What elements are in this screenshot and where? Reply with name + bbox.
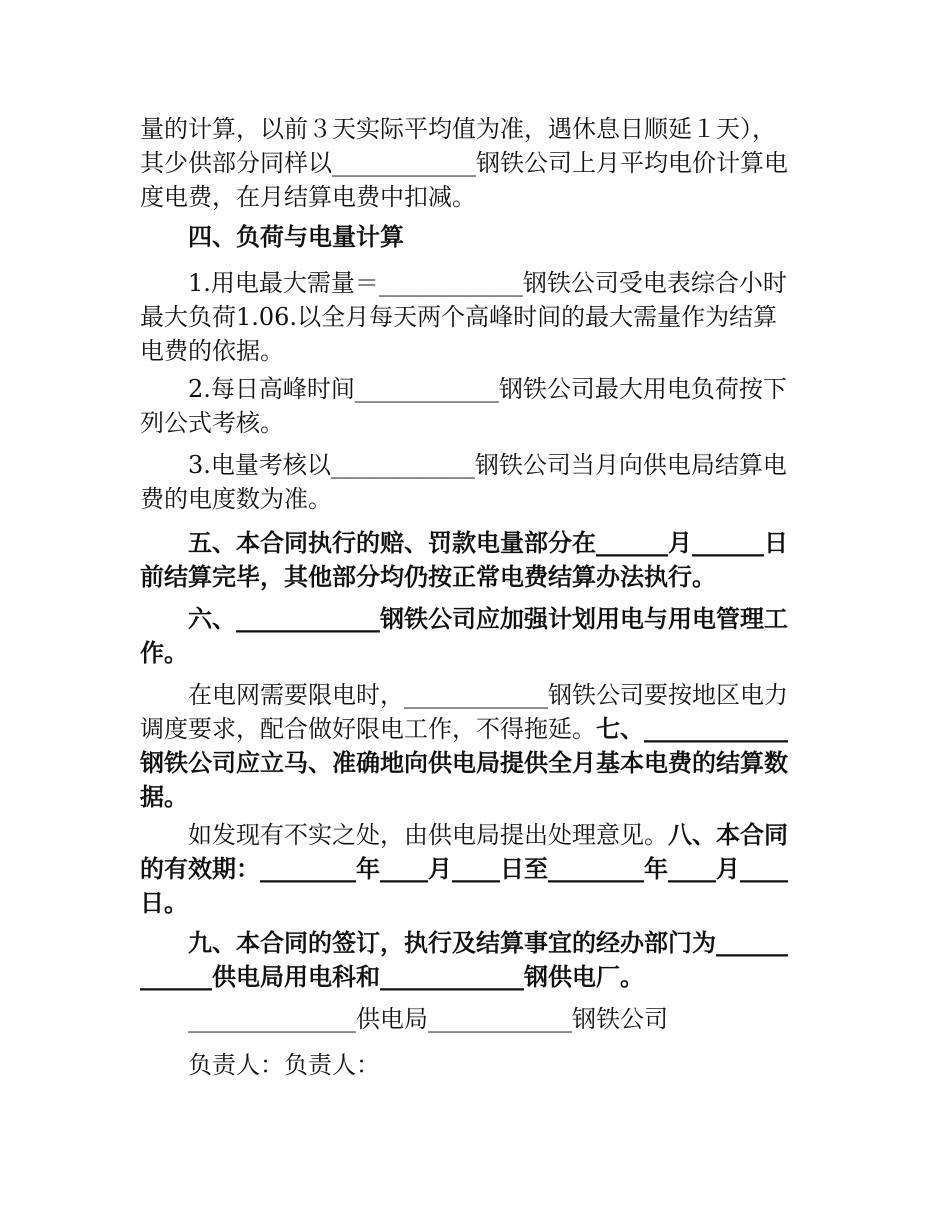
section-heading-8: 八、本合同 [668, 820, 788, 849]
heading-text: 四、负荷与电量计算 [188, 222, 404, 251]
text-line: 1.用电最大需量＝____________钢铁公司受电表综合小时 [188, 269, 787, 297]
text-line: 2.每日高峰时间____________钢铁公司最大用电负荷按下 [188, 375, 787, 403]
paragraph-electricity-calculation [140, 112, 812, 214]
text-line: 其少供部分同样以____________钢铁公司上月平均电价计算电 [140, 149, 788, 177]
text-line: 电费的依据。 [140, 337, 284, 365]
section-heading-7: 七、____________ [596, 714, 788, 743]
paragraph-max-demand [140, 266, 812, 368]
text-segment: 调度要求，配合做好限电工作，不得拖延。 [140, 715, 596, 743]
paragraph-peak-time [140, 372, 812, 440]
paragraph-power-limit [140, 678, 812, 814]
heading-text: ______供电局用电科和____________钢供电厂。 [140, 962, 644, 991]
section-heading-6 [140, 602, 812, 670]
paragraph-energy-assessment [140, 448, 812, 516]
heading-text: 前结算完毕，其他部分均仍按正常电费结算办法执行。 [140, 562, 716, 591]
section-heading-9 [140, 926, 812, 994]
paragraph-validity [140, 818, 812, 920]
heading-text: 五、本合同执行的赔、罚款电量部分在______月______日 [188, 528, 788, 557]
signature-parties [140, 1002, 812, 1036]
text-line: 3.电量考核以____________钢铁公司当月向供电局结算电 [188, 451, 787, 479]
text-line: 最大负荷1.06.以全月每天两个高峰时间的最大需量作为结算 [140, 303, 778, 331]
text-line: 度电费，在月结算电费中扣减。 [140, 183, 476, 211]
section-heading-5 [140, 526, 812, 594]
heading-text: 日。 [140, 888, 188, 917]
text-line [140, 818, 812, 852]
heading-text: 的有效期：________年____月____日至________年____月____ [140, 854, 788, 883]
text-line: 量的计算，以前３天实际平均值为准，遇休息日顺延１天）， [140, 115, 776, 143]
responsible-persons [140, 1048, 812, 1082]
section-heading-4 [140, 220, 812, 254]
heading-text: 作。 [140, 638, 188, 667]
text-segment: 如发现有不实之处，由供电局提出处理意见。 [188, 821, 668, 849]
heading-text: 九、本合同的签订，执行及结算事宜的经办部门为______ [188, 928, 788, 957]
text-line: 负责人：负责人： [188, 1051, 380, 1079]
text-line: 列公式考核。 [140, 409, 284, 437]
heading-text: 六、____________钢铁公司应加强计划用电与用电管理工 [188, 604, 788, 633]
text-line [140, 712, 812, 746]
heading-text: 据。 [140, 782, 188, 811]
heading-text: 钢铁公司应立马、准确地向供电局提供全月基本电费的结算数 [140, 748, 788, 777]
text-line: 在电网需要限电时，____________钢铁公司要按地区电力 [188, 681, 788, 709]
text-line: 费的电度数为准。 [140, 485, 332, 513]
text-line: ______________供电局____________钢铁公司 [188, 1005, 668, 1033]
